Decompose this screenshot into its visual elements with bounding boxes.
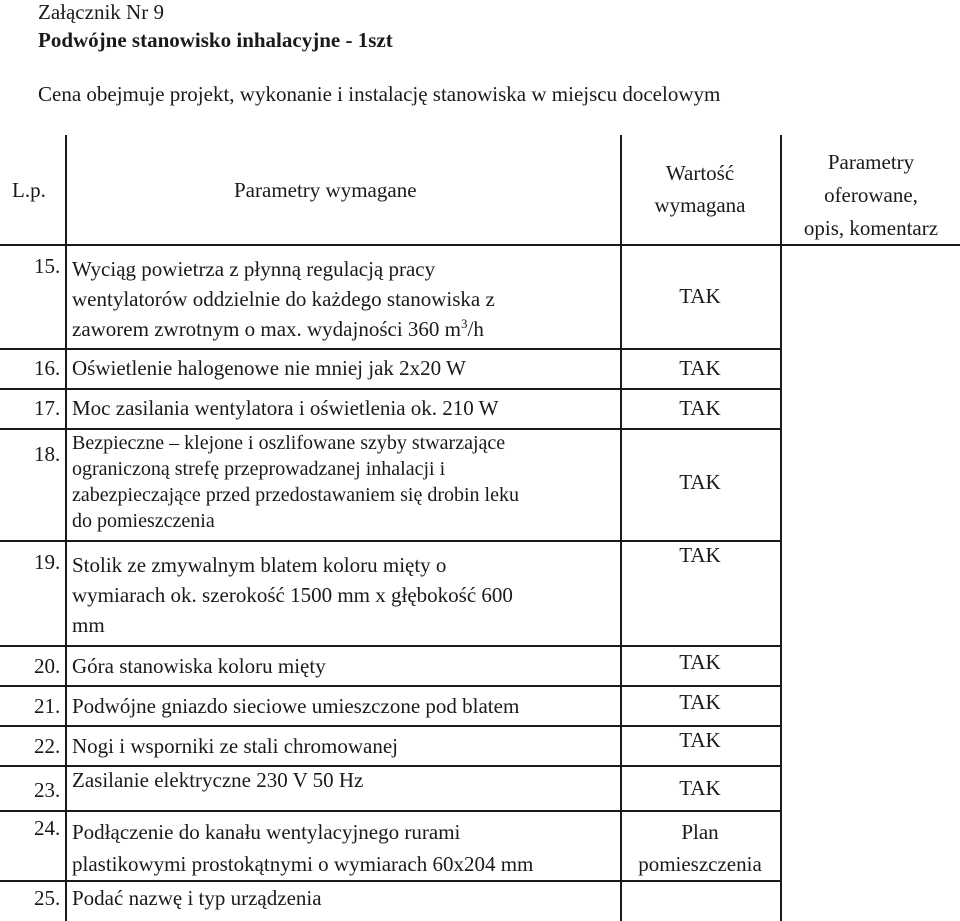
price-note: Cena obejmuje projekt, wykonanie i instalację stanowiska w miejscu docelowym bbox=[38, 82, 721, 106]
row-22-description: Nogi i wsporniki ze stali chromowanej bbox=[72, 734, 399, 758]
row-21-description: Podwójne gniazdo sieciowe umieszczone pod blatem bbox=[72, 694, 520, 718]
row-24-value: Plan pomieszczenia bbox=[638, 820, 762, 876]
row-23-lp: 23. bbox=[34, 778, 61, 802]
row-18-description: Bezpieczne – klejone i oszlifowane szyby stwarzające ograniczoną strefę przeprowadzanej inhalacji i zabezpieczające przed przedostawaniem się drobin leku do pomieszczenia bbox=[72, 432, 519, 532]
document-subtitle: Podwójne stanowisko inhalacyjne - 1szt bbox=[38, 28, 393, 52]
row-19-value: TAK bbox=[679, 543, 721, 567]
row-16-lp: 16. bbox=[34, 356, 61, 380]
row-17-lp: 17. bbox=[34, 396, 61, 420]
row-16-description: Oświetlenie halogenowe nie mniej jak 2x20 W bbox=[72, 356, 466, 380]
row-25-description: Podać nazwę i typ urządzenia bbox=[72, 886, 322, 910]
row-18-lp: 18. bbox=[34, 442, 61, 466]
row-15-value: TAK bbox=[679, 284, 721, 308]
row-21-value: TAK bbox=[679, 690, 721, 714]
row-20-description: Góra stanowiska koloru mięty bbox=[72, 654, 326, 678]
row-25-lp: 25. bbox=[34, 886, 61, 910]
header-required-params: Parametry wymagane bbox=[234, 178, 417, 202]
row-24-description: Podłączenie do kanału wentylacyjnego rurami plastikowymi prostokątnymi o wymiarach 60x204 mm bbox=[72, 820, 534, 876]
header-lp: L.p. bbox=[12, 178, 46, 202]
row-19-lp: 19. bbox=[34, 550, 61, 574]
row-22-value: TAK bbox=[679, 728, 721, 752]
row-23-description: Zasilanie elektryczne 230 V 50 Hz bbox=[72, 768, 364, 792]
row-22-lp: 22. bbox=[34, 734, 61, 758]
row-20-lp: 20. bbox=[34, 654, 61, 678]
row-16-value: TAK bbox=[679, 356, 721, 380]
row-20-value: TAK bbox=[679, 650, 721, 674]
row-15-description: Wyciąg powietrza z płynną regulacją pracy wentylatorów oddzielnie do każdego stanowiska z zaworem zwrotnym o max. wydajności 360 $m^3/h$ bbox=[72, 257, 495, 341]
header-offered: Parametry oferowane, opis, komentarz bbox=[803, 150, 939, 240]
row-15-lp: 15. bbox=[34, 254, 61, 278]
row-23-value: TAK bbox=[679, 776, 721, 800]
row-21-lp: 21. bbox=[34, 694, 61, 718]
row-18-value: TAK bbox=[679, 470, 721, 494]
header-required-value: Wartość wymagana bbox=[654, 161, 746, 217]
row-24-lp: 24. bbox=[34, 816, 61, 840]
row-19-description: Stolik ze zmywalnym blatem koloru mięty o wymiarach ok. szerokość 1500 mm x głębokość 600 mm bbox=[72, 553, 513, 637]
row-17-description: Moc zasilania wentylatora i oświetlenia ok. 210 W bbox=[72, 396, 499, 420]
row-17-value: TAK bbox=[679, 396, 721, 420]
attachment-number: Załącznik Nr 9 bbox=[38, 0, 164, 24]
